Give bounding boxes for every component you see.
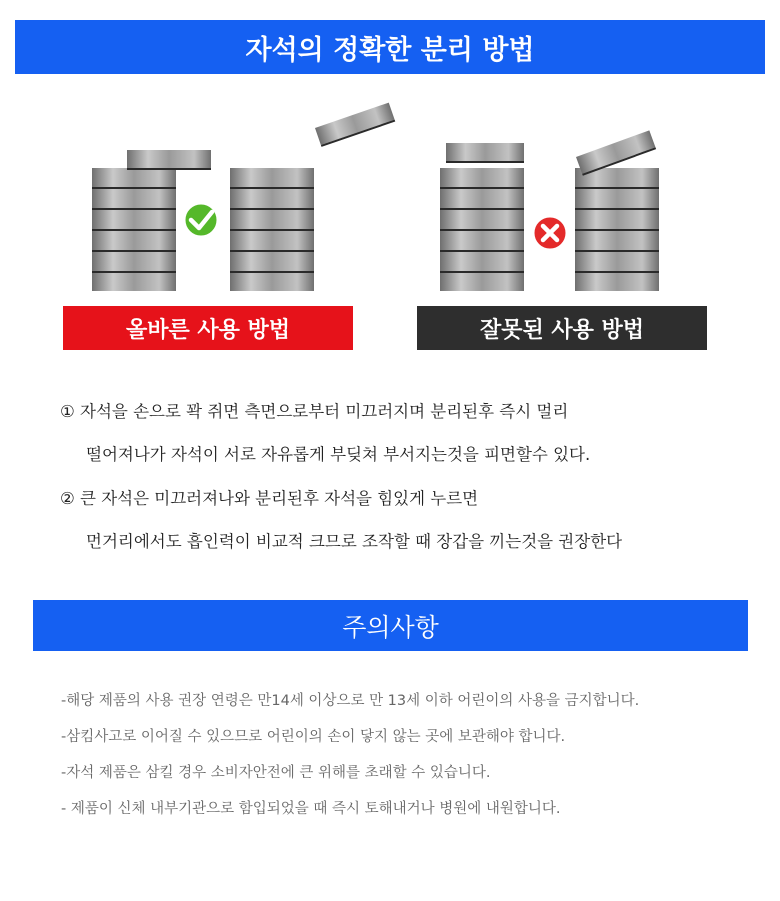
instruction-1-line-2: 떨어져나가 자석이 서로 자유롭게 부딪쳐 부서지는것을 피면할수 있다. (86, 445, 591, 464)
check-icon (184, 203, 218, 237)
magnet-disc-sliding (127, 150, 211, 168)
magnet-disc-top (446, 143, 524, 161)
caution-item-4: - 제품이 신체 내부기관으로 함입되었을 때 즉시 토해내거나 병원에 내원합니다. (61, 801, 561, 817)
magnet-stack-left (440, 168, 524, 291)
caution-item-1: -해당 제품의 사용 권장 연령은 만14세 이상으로 만 13세 이하 어린이의 사용을 금지합니다. (61, 693, 640, 709)
magnet-stack-left (92, 168, 176, 291)
instruction-2-line-2: 먼거리에서도 흡인력이 비교적 크므로 조작할 때 장갑을 끼는것을 권장한다 (86, 532, 623, 551)
magnet-stack-right (230, 168, 314, 291)
correct-method-illustration (85, 100, 405, 300)
caution-banner (33, 600, 748, 651)
wrong-method-illustration (440, 100, 760, 300)
caution-item-2: -삼킴사고로 이어질 수 있으므로 어린이의 손이 닿지 않는 곳에 보관해야 합니다. (61, 729, 566, 745)
wrong-method-label-text: 잘못된 사용 방법 (479, 317, 645, 343)
wrong-method-label (417, 306, 707, 350)
correct-method-label (63, 306, 353, 350)
caution-item-3: -자석 제품은 삼킬 경우 소비자안전에 큰 위해를 초래할 수 있습니다. (61, 765, 491, 781)
page-title: 자석의 정확한 분리 방법 (245, 34, 535, 66)
correct-method-label-text: 올바른 사용 방법 (125, 317, 291, 343)
instruction-2-line-1: ② 큰 자석은 미끄러져나와 분리된후 자석을 힘있게 누르면 (60, 489, 479, 508)
magnet-disc-separated (315, 103, 395, 147)
instruction-1-line-1: ① 자석을 손으로 꽉 쥐면 측면으로부터 미끄러지며 분리된후 즉시 멀리 (60, 402, 569, 421)
page-title-banner (15, 20, 765, 74)
caution-title: 주의사항 (342, 612, 439, 642)
magnet-stack-right (575, 168, 659, 291)
x-icon (533, 216, 567, 250)
